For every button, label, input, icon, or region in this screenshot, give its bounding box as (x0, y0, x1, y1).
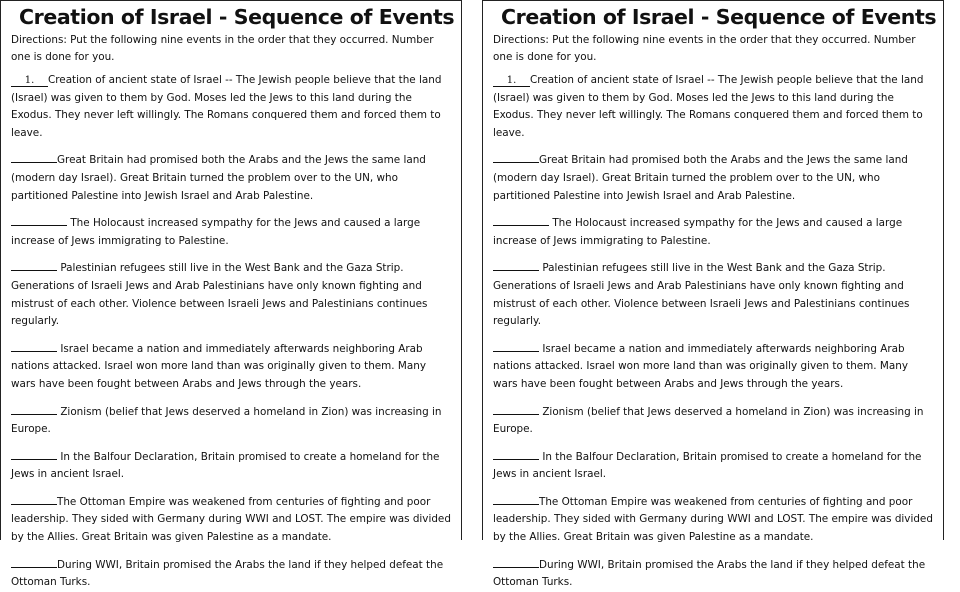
event-item (493, 556, 933, 592)
worksheet-title: Creation of Israel - Sequence of Events (501, 5, 937, 29)
event-item (11, 259, 451, 330)
event-item (11, 556, 451, 592)
event-item (493, 259, 933, 330)
answer-blank[interactable] (493, 448, 539, 460)
event-text: Creation of ancient state of Israel -- The Jewish people believe that the land (Israel) was given to them by God. Moses led the Jews to this land during the Exodus. They never left willingly. The Romans conquered them and forced them to leave. (493, 74, 924, 139)
event-text: In the Balfour Declaration, Britain promised to create a homeland for the Jews in ancient Israel. (11, 450, 440, 481)
answer-blank[interactable] (11, 556, 57, 568)
worksheet-left (0, 0, 462, 589)
event-text: In the Balfour Declaration, Britain promised to create a homeland for the Jews in ancient Israel. (493, 450, 922, 481)
event-text: Israel became a nation and immediately afterwards neighboring Arab nations attacked. Israel won more land than was originally given to them. Many wars have been fought between Arabs and Jews through the years. (493, 342, 908, 390)
event-item (11, 72, 451, 142)
answer-blank[interactable] (493, 214, 549, 226)
event-item (11, 493, 451, 547)
event-text: The Ottoman Empire was weakened from centuries of fighting and poor leadership. They sided with Germany during WWI and LOST. The empire was divided by the Allies. Great Britain was given Palestine as a mandate. (493, 495, 933, 544)
event-item (493, 340, 933, 394)
answer-blank[interactable] (11, 493, 57, 505)
event-text: Great Britain had promised both the Arabs and the Jews the same land (modern day Israel). Great Britain turned the problem over to the UN, who partitioned Palestine into Jewish Israel and Arab Palestine. (493, 154, 908, 202)
event-item (11, 151, 451, 205)
event-item (493, 493, 933, 547)
event-item (11, 214, 451, 250)
answer-blank[interactable]: 1. (493, 75, 530, 87)
event-text: Palestinian refugees still live in the West Bank and the Gaza Strip. Generations of Israeli Jews and Arab Palestinians have only known fighting and mistrust of each other. Violence between Israeli Jews and Palestinians continues regularly. (493, 262, 910, 328)
answer-blank[interactable] (493, 340, 539, 352)
event-text: Zionism (belief that Jews deserved a homeland in Zion) was increasing in Europe. (493, 405, 924, 436)
event-item (11, 340, 451, 394)
event-item (11, 403, 451, 439)
worksheet-right (482, 0, 944, 589)
event-item (493, 72, 933, 142)
event-text: Great Britain had promised both the Arabs and the Jews the same land (modern day Israel). Great Britain turned the problem over to the UN, who partitioned Palestine into Jewish Israel and Arab Palestine. (11, 154, 426, 202)
answer-blank[interactable] (493, 556, 539, 568)
answer-blank[interactable] (493, 403, 539, 415)
answer-blank[interactable] (11, 214, 67, 226)
answer-blank[interactable] (493, 493, 539, 505)
event-text: The Holocaust increased sympathy for the Jews and caused a large increase of Jews immigrating to Palestine. (11, 217, 421, 247)
event-text: The Holocaust increased sympathy for the Jews and caused a large increase of Jews immigrating to Palestine. (493, 217, 903, 247)
event-text: During WWI, Britain promised the Arabs the land if they helped defeat the Ottoman Turks. (11, 558, 444, 589)
answer-blank[interactable] (11, 403, 57, 415)
event-item (11, 448, 451, 484)
answer-blank[interactable] (11, 259, 57, 271)
directions-text: Directions: Put the following nine events in the order that they occurred. Number one is done for you. (11, 34, 434, 63)
answer-blank[interactable] (11, 151, 57, 163)
event-text: During WWI, Britain promised the Arabs the land if they helped defeat the Ottoman Turks. (493, 558, 926, 589)
event-text: Israel became a nation and immediately afterwards neighboring Arab nations attacked. Israel won more land than was originally given to them. Many wars have been fought between Arabs and Jews through the years. (11, 342, 426, 390)
answer-blank[interactable] (493, 151, 539, 163)
event-text: Palestinian refugees still live in the West Bank and the Gaza Strip. Generations of Israeli Jews and Arab Palestinians have only known fighting and mistrust of each other. Violence between Israeli Jews and Palestinians continues regularly. (11, 262, 428, 328)
answer-blank[interactable]: 1. (11, 75, 48, 87)
event-item (493, 214, 933, 250)
event-item (493, 403, 933, 439)
event-item (493, 151, 933, 205)
event-item (493, 448, 933, 484)
event-text: Creation of ancient state of Israel -- The Jewish people believe that the land (Israel) was given to them by God. Moses led the Jews to this land during the Exodus. They never left willingly. The Romans conquered them and forced them to leave. (11, 74, 442, 139)
event-text: The Ottoman Empire was weakened from centuries of fighting and poor leadership. They sided with Germany during WWI and LOST. The empire was divided by the Allies. Great Britain was given Palestine as a mandate. (11, 495, 451, 544)
answer-blank[interactable] (11, 340, 57, 352)
worksheet-title: Creation of Israel - Sequence of Events (19, 5, 455, 29)
answer-blank[interactable] (493, 259, 539, 271)
answer-blank[interactable] (11, 448, 57, 460)
directions-text: Directions: Put the following nine events in the order that they occurred. Number one is done for you. (493, 34, 916, 63)
event-text: Zionism (belief that Jews deserved a homeland in Zion) was increasing in Europe. (11, 405, 442, 436)
